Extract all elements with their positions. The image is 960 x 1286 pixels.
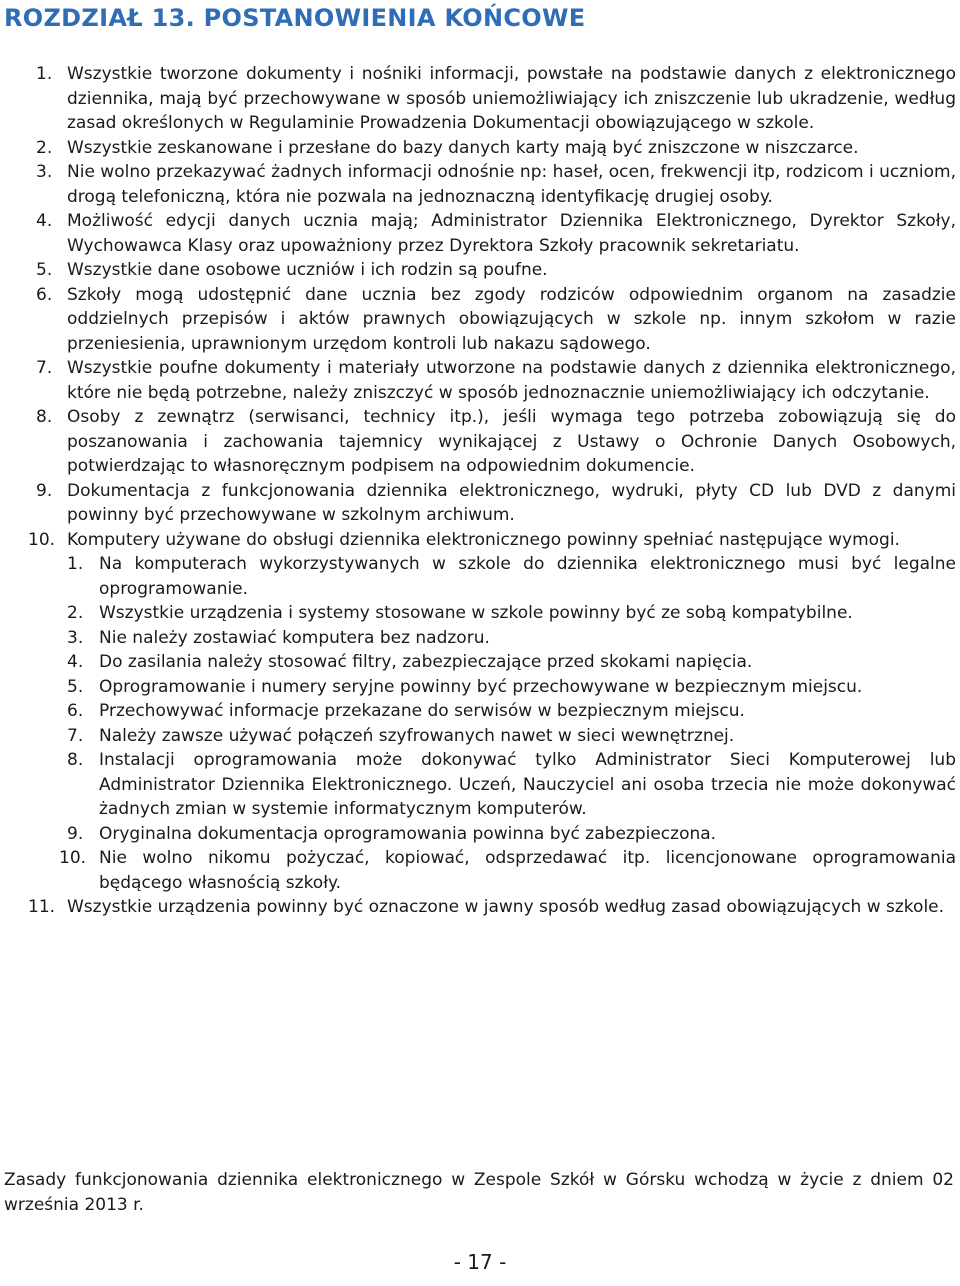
list-item	[0, 136, 960, 161]
subitem-number: 8.	[67, 750, 84, 770]
item-text: Wszystkie zeskanowane i przesłane do bazy danych karty mają być zniszczone w niszczarce.	[67, 137, 859, 158]
item-number: 11.	[28, 897, 56, 917]
subitem-number: 5.	[67, 676, 84, 697]
subitem-number: 4.	[67, 652, 84, 672]
subitem-number: 3.	[67, 627, 84, 648]
list-item	[0, 405, 960, 479]
item-text: Wszystkie dane osobowe uczniów i ich rodzin są poufne.	[67, 260, 548, 280]
list-item	[0, 160, 960, 209]
chapter-heading: ROZDZIAŁ 13. POSTANOWIENIA KOŃCOWE	[4, 4, 586, 32]
sublist-item	[67, 675, 956, 700]
page-number: - 17 -	[453, 1250, 507, 1274]
sublist-item	[67, 626, 956, 651]
sublist-item	[67, 822, 956, 847]
item-number: 9.	[36, 480, 53, 501]
subitem-text: Do zasilania należy stosować filtry, zabezpieczające przed skokami napięcia.	[99, 652, 753, 672]
item-number: 4.	[36, 211, 53, 231]
item-number: 1.	[36, 64, 53, 84]
item-number: 10.	[28, 529, 56, 550]
list-item	[0, 356, 960, 405]
sublist-item	[67, 724, 956, 749]
sublist-item	[67, 601, 956, 626]
subitem-number: 9.	[67, 823, 84, 844]
list-item	[0, 209, 960, 258]
sublist-item	[67, 650, 956, 675]
list-item	[0, 258, 960, 283]
subitem-text: Należy zawsze używać połączeń szyfrowanych nawet w sieci wewnętrznej.	[99, 725, 735, 746]
item-text: Komputery używane do obsługi dziennika elektronicznego powinny spełniać następujące wymogi.	[67, 529, 900, 550]
subitem-text: Oprogramowanie i numery seryjne powinny być przechowywane w bezpiecznym miejscu.	[99, 676, 863, 697]
item-text: Możliwość edycji danych ucznia mają; Administrator Dziennika Elektronicznego, Dyrektor Szkoły, Wychowawca Klasy oraz upoważniony przez Dyrektora Szkoły pracownik sekretariatu.	[67, 211, 956, 256]
item-text: Nie wolno przekazywać żadnych informacji odnośnie np: haseł, ocen, frekwencji itp, rodzicom i uczniom, drogą telefoniczną, która nie pozwala na jednoznaczną identyfikację drugiej osoby.	[67, 162, 956, 207]
subitem-number: 1.	[67, 554, 84, 574]
list-item	[0, 528, 960, 896]
subitem-text: Na komputerach wykorzystywanych w szkole do dziennika elektronicznego musi być legalne oprogramowanie.	[99, 554, 956, 599]
sublist-item	[67, 699, 956, 724]
subitem-number: 2.	[67, 603, 84, 623]
item-number: 3.	[36, 162, 53, 182]
item-number: 7.	[36, 358, 53, 378]
list-item	[0, 283, 960, 357]
list-item	[0, 479, 960, 528]
subitem-number: 6.	[67, 701, 84, 721]
item-number: 5.	[36, 260, 53, 280]
item-text: Osoby z zewnątrz (serwisanci, technicy itp.), jeśli wymaga tego potrzeba zobowiązują się do poszanowania i zachowania tajemnicy wynikającej z Ustawy o Ochronie Danych Osobowych, potwierdzając to własnoręcznym podpisem na odpowiednim dokumencie.	[67, 407, 956, 476]
subitem-text: Oryginalna dokumentacja oprogramowania powinna być zabezpieczona.	[99, 823, 717, 844]
provisions-list	[0, 62, 960, 920]
sublist-item	[67, 552, 956, 601]
item-number: 8.	[36, 407, 53, 427]
item-text: Wszystkie urządzenia powinny być oznaczone w jawny sposób według zasad obowiązujących w szkole.	[67, 897, 945, 917]
computer-requirements-sublist	[59, 552, 956, 895]
item-number: 2.	[36, 137, 53, 158]
subitem-text: Nie wolno nikomu pożyczać, kopiować, odsprzedawać itp. licencjonowane oprogramowania będącego własnością szkoły.	[99, 848, 956, 893]
subitem-text: Przechowywać informacje przekazane do serwisów w bezpiecznym miejscu.	[99, 701, 745, 721]
list-item	[0, 895, 960, 920]
subitem-number: 7.	[67, 725, 84, 746]
item-number: 6.	[36, 284, 53, 305]
subitem-text: Instalacji oprogramowania może dokonywać tylko Administrator Sieci Komputerowej lub Administrator Dziennika Elektronicznego. Uczeń, Nauczyciel ani osoba trzecia nie może dokonywać żadnych zmian w systemie informatycznym komputerów.	[99, 750, 956, 819]
subitem-text: Nie należy zostawiać komputera bez nadzoru.	[99, 627, 490, 648]
subitem-number: 10.	[59, 848, 87, 868]
subitem-text: Wszystkie urządzenia i systemy stosowane w szkole powinny być ze sobą kompatybilne.	[99, 603, 853, 623]
item-text: Szkoły mogą udostępnić dane ucznia bez zgody rodziców odpowiednim organom na zasadzie oddzielnych przepisów i aktów prawnych obowiązujących w szkole np. innym szkołom w razie przeniesienia, uprawnionym urzędom kontroli lub nakazu sądowego.	[67, 284, 956, 354]
item-text: Wszystkie tworzone dokumenty i nośniki informacji, powstałe na podstawie danych z elektronicznego dziennika, mają być przechowywane w sposób uniemożliwiający ich zniszczenie lub ukradzenie, według zasad określonych w Regulaminie Prowadzenia Dokumentacji obowiązującego w szkole.	[67, 64, 956, 133]
sublist-item	[67, 748, 956, 822]
item-text: Wszystkie poufne dokumenty i materiały utworzone na podstawie danych z dziennika elektronicznego, które nie będą potrzebne, należy zniszczyć w sposób jednoznacznie uniemożliwiający ich odczytanie.	[67, 358, 956, 403]
closing-statement: Zasady funkcjonowania dziennika elektronicznego w Zespole Szkół w Górsku wchodzą w życie z dniem 02 września 2013 r.	[4, 1170, 954, 1215]
list-item	[0, 62, 960, 136]
sublist-item	[59, 846, 956, 895]
item-text: Dokumentacja z funkcjonowania dziennika elektronicznego, wydruki, płyty CD lub DVD z danymi powinny być przechowywane w szkolnym archiwum.	[67, 480, 956, 525]
